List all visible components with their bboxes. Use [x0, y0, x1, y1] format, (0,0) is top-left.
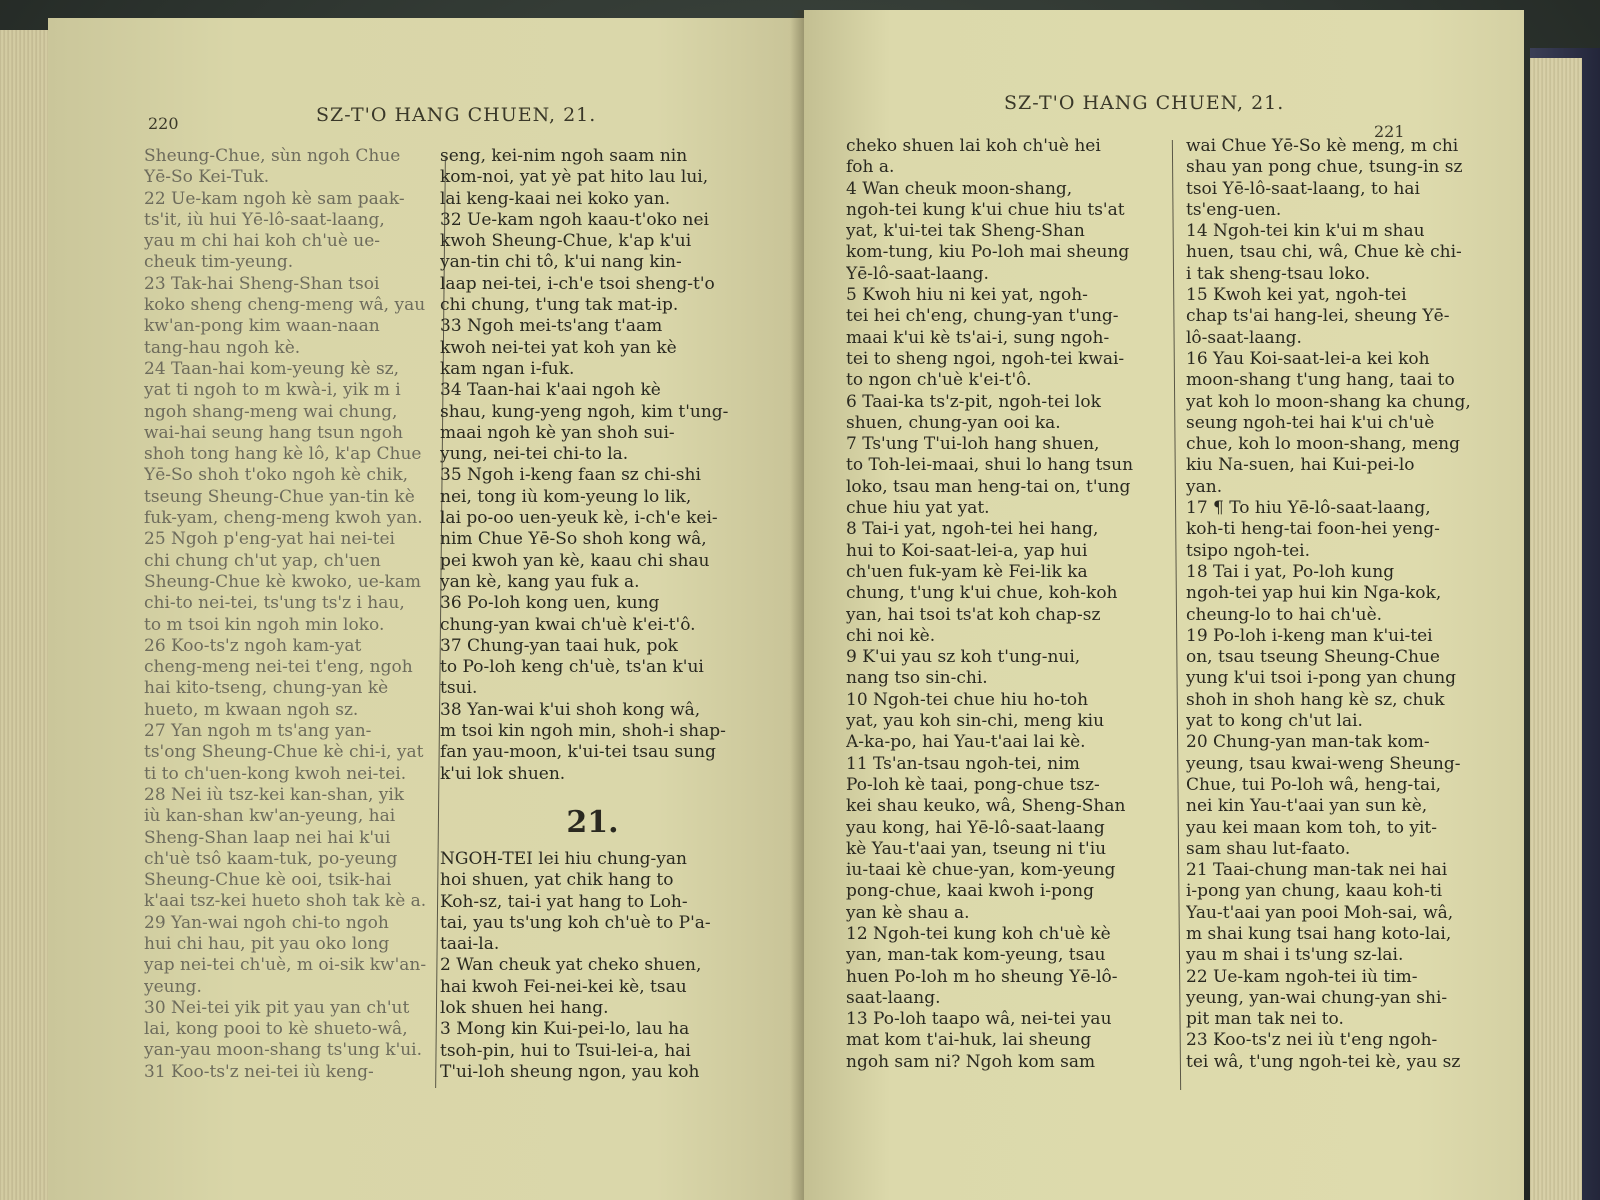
text-line: ngoh-tei kung k'ui chue hiu ts'at — [846, 199, 1125, 220]
text-line: yau m chi hai koh ch'uè ue- — [144, 231, 381, 252]
text-line: i-pong yan chung, kaau koh-ti — [1186, 881, 1443, 902]
text-line: Yē-So Kei-Tuk. — [144, 167, 270, 188]
chapter-text-line: hai kwoh Fei-nei-kei kè, tsau — [440, 976, 687, 997]
text-line: chung-yan kwai ch'uè k'ei-t'ô. — [440, 614, 696, 635]
text-line: nim Chue Yē-So shoh kong wâ, — [440, 529, 707, 550]
text-line: fan yau-moon, k'ui-tei tsau sung — [440, 742, 716, 763]
text-line: pit man tak nei to. — [1186, 1009, 1344, 1030]
running-header: SZ-T'O HANG CHUEN, 21. — [316, 104, 597, 126]
text-line: wai Chue Yē-So kè meng, m chi — [1186, 136, 1459, 156]
text-line: yat ti ngoh to m kwà-i, yik m i — [144, 380, 401, 401]
text-line: chi noi kè. — [846, 625, 936, 646]
text-line: saat-laang. — [846, 987, 941, 1008]
running-header: SZ-T'O HANG CHUEN, 21. — [1004, 92, 1285, 114]
text-line: ts'it, iù hui Yē-lô-saat-laang, — [144, 209, 385, 230]
text-line: chue hiu yat yat. — [846, 498, 990, 519]
column-rule — [1172, 140, 1181, 1090]
text-line: 7 Ts'ung T'ui-loh hang shuen, — [846, 434, 1100, 455]
text-line: huen, tsau chi, wâ, Chue kè chi- — [1186, 242, 1462, 263]
text-line: ch'uè tsô kaam-tuk, po-yeung — [144, 848, 398, 869]
text-line: ngoh sam ni? Ngoh kom sam — [846, 1051, 1096, 1072]
text-line: 23 Koo-ts'z nei iù t'eng ngoh- — [1186, 1030, 1438, 1051]
text-line: m tsoi kin ngoh min, shoh-i shap- — [440, 721, 726, 742]
text-line: 23 Tak-hai Sheng-Shan tsoi — [144, 273, 380, 294]
text-line: chap ts'ai hang-lei, sheung Yē- — [1186, 306, 1450, 327]
text-line: hui to Koi-saat-lei-a, yap hui — [846, 540, 1088, 561]
text-line: hueto, m kwaan ngoh sz. — [144, 699, 359, 720]
text-line: kwoh nei-tei yat koh yan kè — [440, 337, 677, 358]
text-line: kom-tung, kiu Po-loh mai sheung — [846, 242, 1130, 263]
text-line: 5 Kwoh hiu ni kei yat, ngoh- — [846, 285, 1088, 306]
text-line: m shai kung tsai hang koto-lai, — [1186, 923, 1452, 944]
text-line: tsoi Yē-lô-saat-laang, to hai — [1186, 178, 1420, 199]
text-line: Yē-lô-saat-laang. — [846, 263, 989, 284]
text-line: nang tso sin-chi. — [846, 668, 988, 689]
text-line: fuk-yam, cheng-meng kwoh yan. — [144, 508, 423, 529]
text-line: yan kè, kang yau fuk a. — [440, 571, 640, 592]
text-line: ngoh-tei yap hui kin Nga-kok, — [1186, 583, 1442, 604]
text-line: i tak sheng-tsau loko. — [1186, 263, 1371, 284]
text-line: tang-hau ngoh kè. — [144, 337, 301, 358]
text-line: lô-saat-laang. — [1186, 327, 1302, 348]
text-line: 37 Chung-yan taai huk, pok — [440, 635, 678, 656]
right-page-edges — [1530, 58, 1582, 1200]
text-line: sam shau lut-faato. — [1186, 838, 1351, 859]
page-number: 220 — [148, 114, 179, 133]
text-line: lai po-oo uen-yeuk kè, i-ch'e kei- — [440, 508, 718, 529]
text-line: Yē-So shoh t'oko ngoh kè chik, — [144, 465, 409, 486]
left-page — [48, 18, 808, 1200]
text-line: loko, tsau man heng-tai on, t'ung — [846, 476, 1131, 497]
left-column-2 — [440, 146, 745, 1083]
text-line: 24 Taan-hai kom-yeung kè sz, — [144, 358, 400, 379]
text-line: Yau-t'aai yan pooi Moh-sai, wâ, — [1186, 902, 1454, 923]
text-line: yan, man-tak kom-yeung, tsau — [846, 945, 1106, 966]
text-line: yan-tin chi tô, k'ui nang kin- — [440, 252, 682, 273]
text-line: 31 Koo-ts'z nei-tei iù keng- — [144, 1061, 374, 1082]
text-line: mat kom t'ai-huk, lai sheung — [846, 1030, 1092, 1051]
text-line: chue, koh lo moon-shang, meng — [1186, 434, 1460, 455]
text-line: yung k'ui tsoi i-pong yan chung — [1186, 668, 1457, 689]
text-line: iu-taai kè chue-yan, kom-yeung — [846, 860, 1116, 881]
chapter-text-line: 3 Mong kin Kui-pei-lo, lau ha — [440, 1019, 690, 1040]
text-line: 10 Ngoh-tei chue hiu ho-toh — [846, 689, 1089, 710]
text-line: 4 Wan cheuk moon-shang, — [846, 178, 1073, 199]
text-line: 16 Yau Koi-saat-lei-a kei koh — [1186, 348, 1430, 369]
text-line: tei to sheng ngoi, ngoh-tei kwai- — [846, 348, 1125, 369]
text-line: kw'an-pong kim waan-naan — [144, 316, 380, 337]
text-line: ts'eng-uen. — [1186, 199, 1282, 220]
text-line: moon-shang t'ung hang, taai to — [1186, 370, 1455, 391]
text-line: kè Yau-t'aai yan, tseung ni t'iu — [846, 838, 1107, 859]
text-line: koh-ti heng-tai foon-hei yeng- — [1186, 519, 1440, 540]
text-line: tei hei ch'eng, chung-yan t'ung- — [846, 306, 1119, 327]
text-line: hai kito-tseng, chung-yan kè — [144, 678, 389, 699]
right-page — [804, 10, 1524, 1200]
text-line: yung, nei-tei chi-to la. — [440, 444, 629, 465]
text-line: 35 Ngoh i-keng faan sz chi-shi — [440, 465, 701, 486]
text-line: 6 Taai-ka ts'z-pit, ngoh-tei lok — [846, 391, 1101, 412]
text-line: seung ngoh-tei hai k'ui ch'uè — [1186, 412, 1435, 433]
text-line: nei kin Yau-t'aai yan sun kè, — [1186, 796, 1428, 817]
text-line: maai ngoh kè yan shoh sui- — [440, 422, 675, 443]
text-line: Sheung-Chue kè ooi, tsik-hai — [144, 870, 392, 891]
text-line: 22 Ue-kam ngoh kè sam paak- — [144, 188, 405, 209]
text-line: Sheng-Shan laap nei hai k'ui — [144, 827, 391, 848]
text-line: pei kwoh yan kè, kaau chi shau — [440, 550, 710, 571]
text-line: 26 Koo-ts'z ngoh kam-yat — [144, 635, 362, 656]
text-line: ngoh shang-meng wai chung, — [144, 401, 398, 422]
text-line: 30 Nei-tei yik pit yau yan ch'ut — [144, 997, 410, 1018]
chapter-number: 21. — [566, 804, 619, 840]
text-line: 17 ¶ To hiu Yē-lô-saat-laang, — [1186, 498, 1431, 519]
chapter-text-line: 2 Wan cheuk yat cheko shuen, — [440, 955, 702, 976]
text-line: chi chung ch'ut yap, ch'uen — [144, 550, 381, 571]
page-number: 221 — [1374, 122, 1405, 141]
text-line: yap nei-tei ch'uè, m oi-sik kw'an- — [144, 955, 427, 976]
text-line: 19 Po-loh i-keng man k'ui-tei — [1186, 625, 1433, 646]
text-line: 25 Ngoh p'eng-yat hai nei-tei — [144, 529, 395, 550]
text-line: to Toh-lei-maai, shui lo hang tsun — [846, 455, 1134, 476]
text-line: yan. — [1186, 476, 1223, 497]
text-line: to ngon ch'uè k'ei-t'ô. — [846, 370, 1032, 391]
text-line: ti to ch'uen-kong kwoh nei-tei. — [144, 763, 407, 784]
text-line: 13 Po-loh taapo wâ, nei-tei yau — [846, 1009, 1112, 1030]
text-line: kwoh Sheung-Chue, k'ap k'ui — [440, 231, 692, 252]
chapter-text-line: lok shuen hei hang. — [440, 997, 609, 1018]
text-line: shoh in shoh hang kè sz, chuk — [1186, 689, 1445, 710]
chapter-text-line: tsoh-pin, hui to Tsui-lei-a, hai — [440, 1040, 691, 1061]
text-line: k'aai tsz-kei hueto shoh tak kè a. — [144, 891, 427, 912]
text-line: yeung. — [144, 976, 202, 997]
text-line: A-ka-po, hai Yau-t'aai lai kè. — [846, 732, 1086, 753]
text-line: 28 Nei iù tsz-kei kan-shan, yik — [144, 784, 405, 805]
text-line: yan, hai tsoi ts'at koh chap-sz — [846, 604, 1101, 625]
text-line: shau, kung-yeng ngoh, kim t'ung- — [440, 401, 729, 422]
text-line: yau m shai i ts'ung sz-lai. — [1186, 945, 1404, 966]
text-line: yeung, yan-wai chung-yan shi- — [1186, 987, 1448, 1008]
text-line: 9 K'ui yau sz koh t'ung-nui, — [846, 647, 1081, 668]
text-line: cheung-lo to hai ch'uè. — [1186, 604, 1383, 625]
text-line: chi-to nei-tei, ts'ung ts'z i hau, — [144, 593, 405, 614]
text-line: 27 Yan ngoh m ts'ang yan- — [144, 721, 372, 742]
text-line: chung, t'ung k'ui chue, koh-koh — [846, 583, 1118, 604]
text-line: yat, k'ui-tei tak Sheng-Shan — [846, 221, 1085, 242]
text-line: lai keng-kaai nei koko yan. — [440, 188, 671, 209]
text-line: to m tsoi kin ngoh min loko. — [144, 614, 385, 635]
text-line: yat, yau koh sin-chi, meng kiu — [846, 711, 1105, 732]
text-line: yan-yau moon-shang ts'ung k'ui. — [144, 1040, 423, 1061]
text-line: chi chung, t'ung tak mat-ip. — [440, 295, 679, 316]
text-line: foh a. — [846, 157, 895, 178]
text-line: laap nei-tei, i-ch'e tsoi sheng-t'o — [440, 273, 715, 294]
text-line: kei shau keuko, wâ, Sheng-Shan — [846, 796, 1126, 817]
text-line: koko sheng cheng-meng wâ, yau — [144, 295, 426, 316]
right-column-2 — [1186, 136, 1486, 1073]
chapter-text-line: T'ui-loh sheung ngon, yau koh — [440, 1061, 700, 1082]
text-line: shuen, chung-yan ooi ka. — [846, 412, 1061, 433]
text-line: Chue, tui Po-loh wâ, heng-tai, — [1186, 774, 1442, 795]
text-line: shau yan pong chue, tsung-in sz — [1186, 157, 1463, 178]
text-line: hui chi hau, pit yau oko long — [144, 933, 390, 954]
text-line: kam ngan i-fuk. — [440, 358, 575, 379]
text-line: 15 Kwoh kei yat, ngoh-tei — [1186, 285, 1407, 306]
text-line: ch'uen fuk-yam kè Fei-lik ka — [846, 561, 1088, 582]
text-line: cheng-meng nei-tei t'eng, ngoh — [144, 657, 413, 678]
text-line: tsipo ngoh-tei. — [1186, 540, 1311, 561]
text-line: 18 Tai i yat, Po-loh kung — [1186, 561, 1395, 582]
text-line: yau kei maan kom toh, to yit- — [1186, 817, 1438, 838]
text-line: cheuk tim-yeung. — [144, 252, 294, 273]
text-line: wai-hai seung hang tsun ngoh — [144, 422, 403, 443]
text-line: tseung Sheung-Chue yan-tin kè — [144, 486, 415, 507]
text-line: yau kong, hai Yē-lô-saat-laang — [846, 817, 1105, 838]
right-column-1 — [846, 136, 1162, 1073]
text-line: Po-loh kè taai, pong-chue tsz- — [846, 774, 1100, 795]
text-line: 36 Po-loh kong uen, kung — [440, 593, 660, 614]
text-line: kom-noi, yat yè pat hito lau lui, — [440, 167, 709, 188]
text-line: 8 Tai-i yat, ngoh-tei hei hang, — [846, 519, 1099, 540]
chapter-text-line: NGOH-TEI lei hiu chung-yan — [440, 848, 687, 869]
text-line: iù kan-shan kw'an-yeung, hai — [144, 806, 396, 827]
text-line: 12 Ngoh-tei kung koh ch'uè kè — [846, 923, 1111, 944]
text-line: yat koh lo moon-shang ka chung, — [1186, 391, 1471, 412]
text-line: tei wâ, t'ung ngoh-tei kè, yau sz — [1186, 1051, 1461, 1072]
text-line: ts'ong Sheung-Chue kè chi-i, yat — [144, 742, 424, 763]
text-line: huen Po-loh m ho sheung Yē-lô- — [846, 966, 1118, 987]
text-line: tsui. — [440, 678, 478, 699]
text-line: on, tsau tseung Sheung-Chue — [1186, 647, 1440, 668]
text-line: 21 Taai-chung man-tak nei hai — [1186, 860, 1448, 881]
chapter-text-line: Koh-sz, tai-i yat hang to Loh- — [440, 891, 688, 912]
text-line: seng, kei-nim ngoh saam nin — [440, 146, 688, 166]
left-column-1 — [144, 146, 482, 1083]
text-line: Sheung-Chue, sùn ngoh Chue — [144, 146, 401, 166]
text-line: cheko shuen lai koh ch'uè hei — [846, 136, 1101, 156]
text-line: 11 Ts'an-tsau ngoh-tei, nim — [846, 753, 1080, 774]
text-line: 29 Yan-wai ngoh chi-to ngoh — [144, 912, 389, 933]
text-line: lai, kong pooi to kè shueto-wâ, — [144, 1019, 408, 1040]
text-line: kiu Na-suen, hai Kui-pei-lo — [1186, 455, 1415, 476]
text-line: 22 Ue-kam ngoh-tei iù tim- — [1186, 966, 1418, 987]
text-line: 14 Ngoh-tei kin k'ui m shau — [1186, 221, 1425, 242]
text-line: shoh tong hang kè lô, k'ap Chue — [144, 444, 422, 465]
text-line: Sheung-Chue kè kwoko, ue-kam — [144, 571, 422, 592]
chapter-text-line: hoi shuen, yat chik hang to — [440, 870, 674, 891]
chapter-text-line: taai-la. — [440, 934, 500, 955]
text-line: yan kè shau a. — [846, 902, 970, 923]
chapter-text-line: tai, yau ts'ung koh ch'uè to P'a- — [440, 912, 711, 933]
text-line: nei, tong iù kom-yeung lo lik, — [440, 486, 692, 507]
text-line: k'ui lok shuen. — [440, 763, 566, 784]
text-line: 33 Ngoh mei-ts'ang t'aam — [440, 316, 663, 337]
text-line: 38 Yan-wai k'ui shoh kong wâ, — [440, 699, 701, 720]
text-line: 32 Ue-kam ngoh kaau-t'oko nei — [440, 209, 709, 230]
text-line: 20 Chung-yan man-tak kom- — [1186, 732, 1430, 753]
text-line: 34 Taan-hai k'aai ngoh kè — [440, 380, 661, 401]
text-line: to Po-loh keng ch'uè, ts'an k'ui — [440, 657, 704, 678]
text-line: maai k'ui kè ts'ai-i, sung ngoh- — [846, 327, 1110, 348]
text-line: yeung, tsau kwai-weng Sheung- — [1186, 753, 1461, 774]
text-line: pong-chue, kaai kwoh i-pong — [846, 881, 1094, 902]
text-line: yat to kong ch'ut lai. — [1186, 711, 1363, 732]
